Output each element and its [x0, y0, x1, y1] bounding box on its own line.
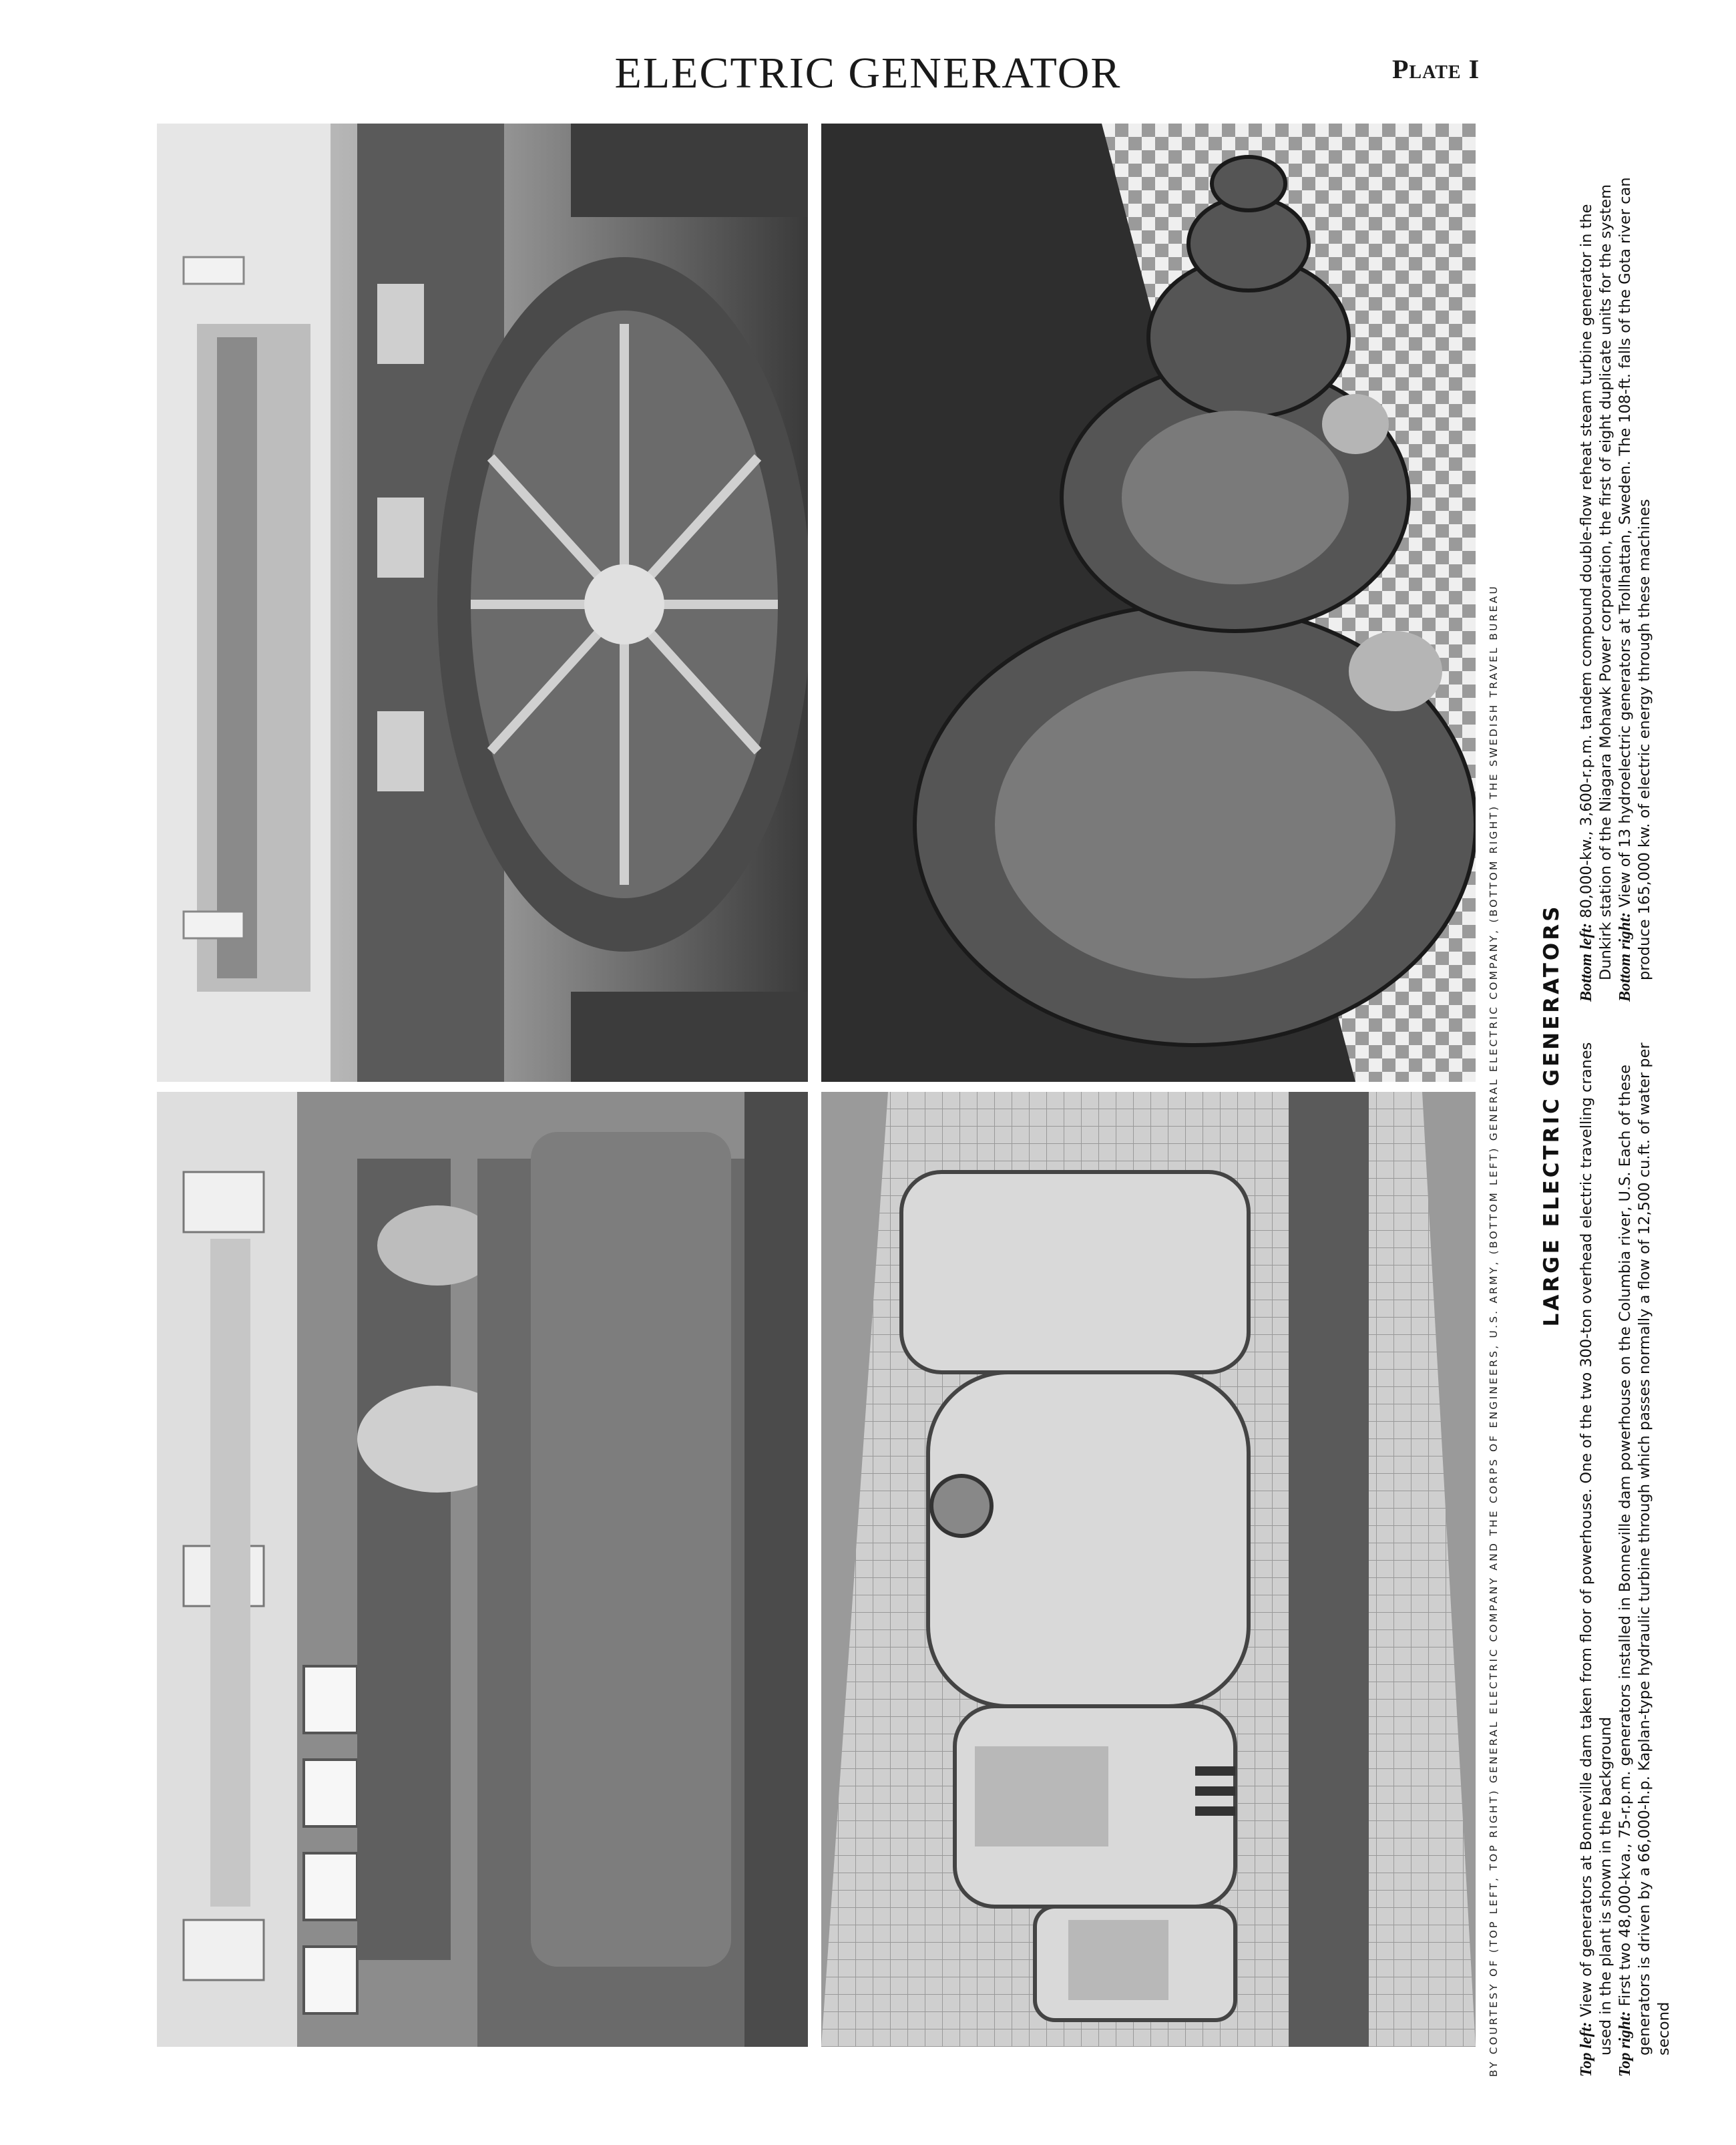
caption-column-right — [1577, 154, 1655, 1002]
photo-credit: BY COURTESY OF (TOP LEFT, TOP RIGHT) GENERAL ELECTRIC COMPANY AND THE CORPS OF ENGINEERS, U.S. ARMY, (BOTTOM LEFT) GENERAL ELECTRIC COMPANY, (BOTTOM RIGHT) THE SWEDISH TRAVEL BUREAU — [1488, 584, 1500, 2077]
caption-top-right — [1616, 1035, 1674, 2077]
photo-top-left — [157, 124, 808, 1082]
photo-bottom-left — [157, 1092, 808, 2047]
caption-bottom-left — [1577, 154, 1616, 1002]
caption-column-left — [1577, 1035, 1674, 2077]
page-title: ELECTRIC GENERATOR — [614, 49, 1122, 98]
caption-text: 80,000-kw., 3,600-r.p.m. tandem compound double-flow reheat steam turbine generator in the Dunkirk station of the Niagara Mohawk Power corporation, the first of eight duplicate units for the system — [1578, 184, 1614, 980]
caption-bottom-right — [1616, 154, 1655, 1002]
caption-text: First two 48,000-kva., 75-r.p.m. generators installed in Bonneville dam powerhouse on the Columbia river, U.S. Each of these generators is driven by a 66,000-h.p. Kaplan-type hydraulic turbine through which passes normally a flow of 12,500 cu.ft. of water per second — [1616, 1042, 1673, 2056]
caption-text: View of 13 hydroelectric generators at Trollhattan, Sweden. The 108-ft. falls of the Gota river can produce 165,000 kw. of electric energy through these machines — [1616, 177, 1653, 980]
caption-label: Bottom left: — [1578, 923, 1595, 1002]
captions — [1577, 154, 1711, 2077]
caption-label: Top right: — [1616, 2011, 1634, 2077]
side-caption-block — [1476, 154, 1716, 2077]
caption-heading: LARGE ELECTRIC GENERATORS — [1540, 904, 1564, 1327]
caption-top-left — [1577, 1035, 1616, 2077]
photo-top-right — [821, 124, 1476, 1082]
plate-number: Plate I — [1392, 54, 1480, 84]
hydro-generator-row-photo-icon — [821, 124, 1476, 1082]
powerhouse-crane-photo-icon — [157, 124, 808, 1082]
caption-label: Bottom right: — [1616, 912, 1634, 1002]
photo-grid — [157, 124, 1476, 2047]
turbine-generator-photo-icon — [157, 1092, 808, 2047]
photo-bottom-right — [821, 1092, 1476, 2047]
caption-text: View of generators at Bonneville dam taken from floor of powerhouse. One of the two 300-ton overhead electric travelling cranes used in the plant is shown in the background — [1578, 1042, 1614, 2056]
generator-hall-photo-icon — [821, 1092, 1476, 2047]
caption-label: Top left: — [1578, 2021, 1595, 2077]
